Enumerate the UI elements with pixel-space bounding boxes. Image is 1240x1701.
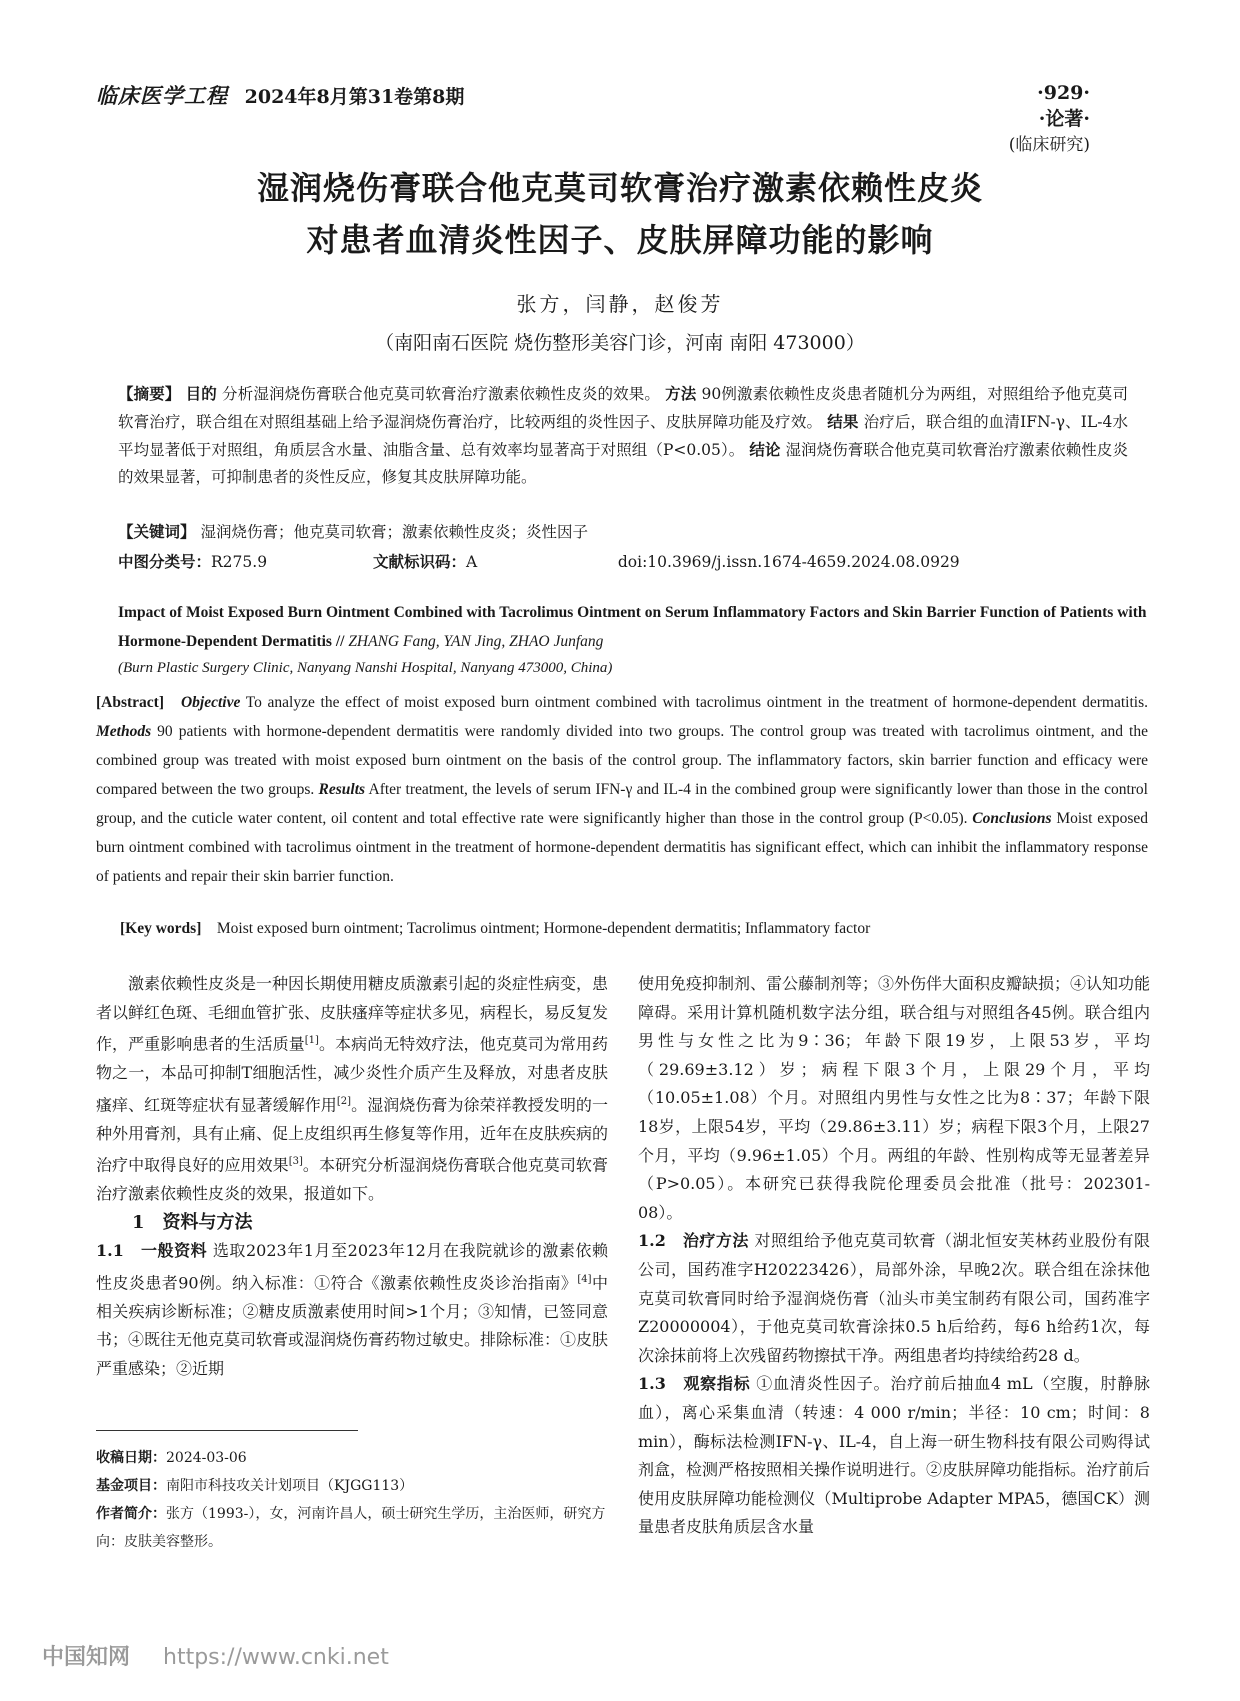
objective-label: 目的 xyxy=(185,384,217,403)
conclusion-label: 结论 xyxy=(749,440,781,459)
fund-label: 基金项目： xyxy=(96,1478,166,1494)
en-objective-label: Objective xyxy=(180,694,241,711)
english-keywords xyxy=(120,920,870,938)
section-1-1-label: 1.1 一般资料 xyxy=(96,1241,208,1261)
affiliation: （南阳南石医院 烧伤整形美容门诊，河南 南阳 473000） xyxy=(375,332,865,354)
body-right-column xyxy=(638,970,1150,1542)
section-1-1-text: 选取2023年1月至2023年12月在我院就诊的激素依赖性皮炎患者90例。纳入标准：①符合《激素依赖性皮炎诊治指南》 xyxy=(96,1241,608,1293)
keywords-cn xyxy=(118,518,1128,546)
intro-text-4: 。本研究分析湿润烧伤膏联合他克莫司软膏治疗激素依赖性皮炎的效果，报道如下。 xyxy=(96,1155,608,1204)
en-conclusions: Moist exposed burn ointment combined with tacrolimus ointment in the treatment of hormone-dependent dermatitis has significant effect, which can inhibit the inflammatory response of patients and repair their skin barrier function. xyxy=(96,810,1149,885)
en-results-label: Results xyxy=(318,781,366,798)
ref-2[interactable]: [2] xyxy=(336,1095,352,1107)
title-line-2: 对患者血清炎性因子、皮肤屏障功能的影响 xyxy=(306,221,934,259)
subsection-label: (临床研究) xyxy=(1008,135,1090,155)
doc-value: A xyxy=(465,553,478,571)
footnote-divider xyxy=(96,1430,358,1431)
fund-value: 南阳市科技攻关计划项目（KJGG113） xyxy=(166,1478,414,1494)
en-methods-label: Methods xyxy=(96,723,152,740)
objective-text: 分析湿润烧伤膏联合他克莫司软膏治疗激素依赖性皮炎的效果。 xyxy=(222,385,661,403)
intro-text-2: 。本病尚无特效疗法，他克莫司为常用药物之一，本品可抑制T细胞活性，减少炎性介质产生及释放，对患者皮肤瘙痒、红斑等症状有显著缓解作用 xyxy=(96,1034,608,1115)
abstract-cn xyxy=(118,380,1128,491)
journal-header xyxy=(96,80,464,110)
cnki-logo-text: 中国知网 xyxy=(42,1645,131,1670)
received-label: 收稿日期： xyxy=(96,1450,166,1466)
journal-issue: 2024年8月第31卷第8期 xyxy=(244,86,465,108)
section-1-2-label: 1.2 治疗方法 xyxy=(638,1231,749,1251)
keywords-text: 湿润烧伤膏；他克莫司软膏；激素依赖性皮炎；炎性因子 xyxy=(200,523,588,541)
ref-4[interactable]: [4] xyxy=(577,1273,592,1285)
results-label: 结果 xyxy=(827,412,859,431)
authors: 张方，闫静，赵俊芳 xyxy=(516,292,724,316)
continuation-paragraph: 使用免疫抑制剂、雷公藤制剂等；③外伤伴大面积皮瓣缺损；④认知功能障碍。采用计算机随机数字法分组，联合组与对照组各45例。联合组内男性与女性之比为9∶36；年龄下限19岁，上限53岁，平均（29.69±3.12）岁；病程下限3个月，上限29个月，平均（10.05±1.08）个月。对照组内男性与女性之比为8∶37；年龄下限18岁，上限54岁，平均（29.86±3.11）岁；病程下限3个月，上限27个月，平均（9.96±1.05）个月。两组的年龄、性别构成等无显著差异（P>0.05）。本研究已获得我院伦理委员会批准（批号：202301-08）。 xyxy=(638,974,1151,1222)
cnki-watermark xyxy=(42,1640,389,1671)
methods-text: 90例激素依赖性皮炎患者随机分为两组，对照组给予他克莫司软膏治疗，联合组在对照组基础上给予湿润烧伤膏治疗，比较两组的炎性因子、皮肤屏障功能及疗效。 xyxy=(118,385,1128,431)
article-title xyxy=(0,162,1240,266)
intro-text-1: 激素依赖性皮炎是一种因长期使用糖皮质激素引起的炎症性病变，患者以鲜红色斑、毛细血管扩张、皮肤瘙痒等症状多见，病程长，易反复发作，严重影响患者的生活质量 xyxy=(96,974,609,1054)
en-conclusions-label: Conclusions xyxy=(972,810,1052,827)
keywords-label: 【关键词】 xyxy=(118,522,196,541)
journal-logo: 临床医学工程 xyxy=(96,83,228,108)
en-objective: To analyze the effect of moist exposed burn ointment combined with tacrolimus ointment in the treatment of hormone-dependent dermatitis. xyxy=(245,694,1148,711)
fund-info xyxy=(96,1472,616,1500)
footnote xyxy=(96,1444,616,1556)
author-info xyxy=(96,1500,616,1556)
body-left-column xyxy=(96,970,608,1384)
english-abstract xyxy=(96,688,1148,891)
clc-label: 中图分类号： xyxy=(118,552,212,571)
section-1-2-text: 对照组给予他克莫司软膏（湖北恒安芙林药业股份有限公司，国药准字H20223426），局部外涂，早晚2次。联合组在涂抹他克莫司软膏同时给予湿润烧伤膏（汕头市美宝制药有限公司，国药准字Z20000004），于他克莫司软膏涂抹0.5 h后给药，每6 h给药1次，每次涂抹前将上次残留药物擦拭干净。两组患者均持续给药28 d。 xyxy=(638,1231,1150,1365)
en-keywords-text: Moist exposed burn ointment; Tacrolimus ointment; Hormone-dependent dermatitis; Inflammatory factor xyxy=(216,920,871,937)
english-affiliation: (Burn Plastic Surgery Clinic, Nanyang Nanshi Hospital, Nanyang 473000, China) xyxy=(118,660,613,676)
header-right xyxy=(1009,80,1090,158)
abstract-label: 【摘要】 xyxy=(118,384,181,403)
cnki-url[interactable]: https://www.cnki.net xyxy=(163,1645,389,1670)
classification-line xyxy=(118,548,1128,576)
received-value: 2024-03-06 xyxy=(166,1450,247,1466)
en-keywords-label: [Key words] xyxy=(120,920,202,937)
doi: doi:10.3969/j.issn.1674-4659.2024.08.0929 xyxy=(617,553,960,571)
english-authors: ZHANG Fang, YAN Jing, ZHAO Junfang xyxy=(348,633,604,650)
intro-text-3: 。湿润烧伤膏为徐荣祥教授发明的一种外用膏剂，具有止痛、促上皮组织再生修复等作用，近年在皮肤疾病的治疗中取得良好的应用效果 xyxy=(96,1095,609,1175)
section-1-1 xyxy=(96,1237,608,1383)
conclusion-text: 湿润烧伤膏联合他克莫司软膏治疗激素依赖性皮炎的效果显著，可抑制患者的炎性反应，修复其皮肤屏障功能。 xyxy=(118,441,1128,486)
section-1-1-text-2: 中相关疾病诊断标准；②糖皮质激素使用时间>1个月；③知情，已签同意书；④既往无他克莫司软膏或湿润烧伤膏药物过敏史。排除标准：①皮肤严重感染；②近期 xyxy=(96,1273,609,1379)
ref-1[interactable]: [1] xyxy=(304,1035,319,1047)
ref-3[interactable]: [3] xyxy=(288,1156,303,1168)
en-results: After treatment, the levels of serum IFN-γ and IL-4 in the combined group were significantly lower than those in the control group, and the cuticle water content, oil content and total effective rate were significantly higher than those in the control group (P<0.05). xyxy=(96,781,1148,827)
author-value: 张方（1993-），女，河南许昌人，硕士研究生学历，主治医师，研究方向：皮肤美容整形。 xyxy=(96,1506,606,1550)
doc-label: 文献标识码： xyxy=(372,552,466,571)
results-text: 治疗后，联合组的血清IFN-γ、IL-4水平均显著低于对照组，角质层含水量、油脂含量、总有效率均显著高于对照组（P<0.05）。 xyxy=(118,413,1128,459)
intro-paragraph xyxy=(96,970,608,1209)
section-1-3-label: 1.3 观察指标 xyxy=(638,1374,751,1394)
section-1-3 xyxy=(638,1370,1150,1542)
english-title xyxy=(118,598,1148,656)
en-methods: 90 patients with hormone-dependent dermatitis were randomly divided into two groups. The control group was treated with tacrolimus ointment, and the combined group was treated with moist exposed burn ointment on the basis of the control group. The inflammatory factors, skin barrier function and efficacy were compared between the two groups. xyxy=(96,723,1148,798)
methods-label: 方法 xyxy=(665,384,697,403)
section-1-3-text: ①血清炎性因子。治疗前后抽血4 mL（空腹，肘静脉血），离心采集血清（转速：4 000 r/min；半径：10 cm；时间：8 min），酶标法检测IFN-γ、IL-4，自上海一研生物科技有限公司购得试剂盒，检测严格按照相关操作说明进行。②皮肤屏障功能指标。治疗前后使用皮肤屏障功能检测仪（Multiprobe Adapter MPA5，德国CK）测量患者皮肤角质层含水量 xyxy=(638,1374,1151,1537)
clc-value: R275.9 xyxy=(211,553,268,571)
title-line-1: 湿润烧伤膏联合他克莫司软膏治疗激素依赖性皮炎 xyxy=(256,169,983,207)
section-1-2 xyxy=(638,1227,1150,1370)
section-label: ·论著· xyxy=(1038,108,1090,130)
page-number: ·929· xyxy=(1037,82,1090,104)
section-1-heading: 1 资料与方法 xyxy=(132,1211,253,1233)
en-abstract-label: [Abstract] xyxy=(96,694,165,711)
received-date xyxy=(96,1444,616,1472)
english-title-text: Impact of Moist Exposed Burn Ointment Combined with Tacrolimus Ointment on Serum Inflammatory Factors and Skin Barrier Function of Patients with Hormone-Dependent Dermatitis // xyxy=(118,604,1147,650)
author-label: 作者简介： xyxy=(96,1506,166,1522)
